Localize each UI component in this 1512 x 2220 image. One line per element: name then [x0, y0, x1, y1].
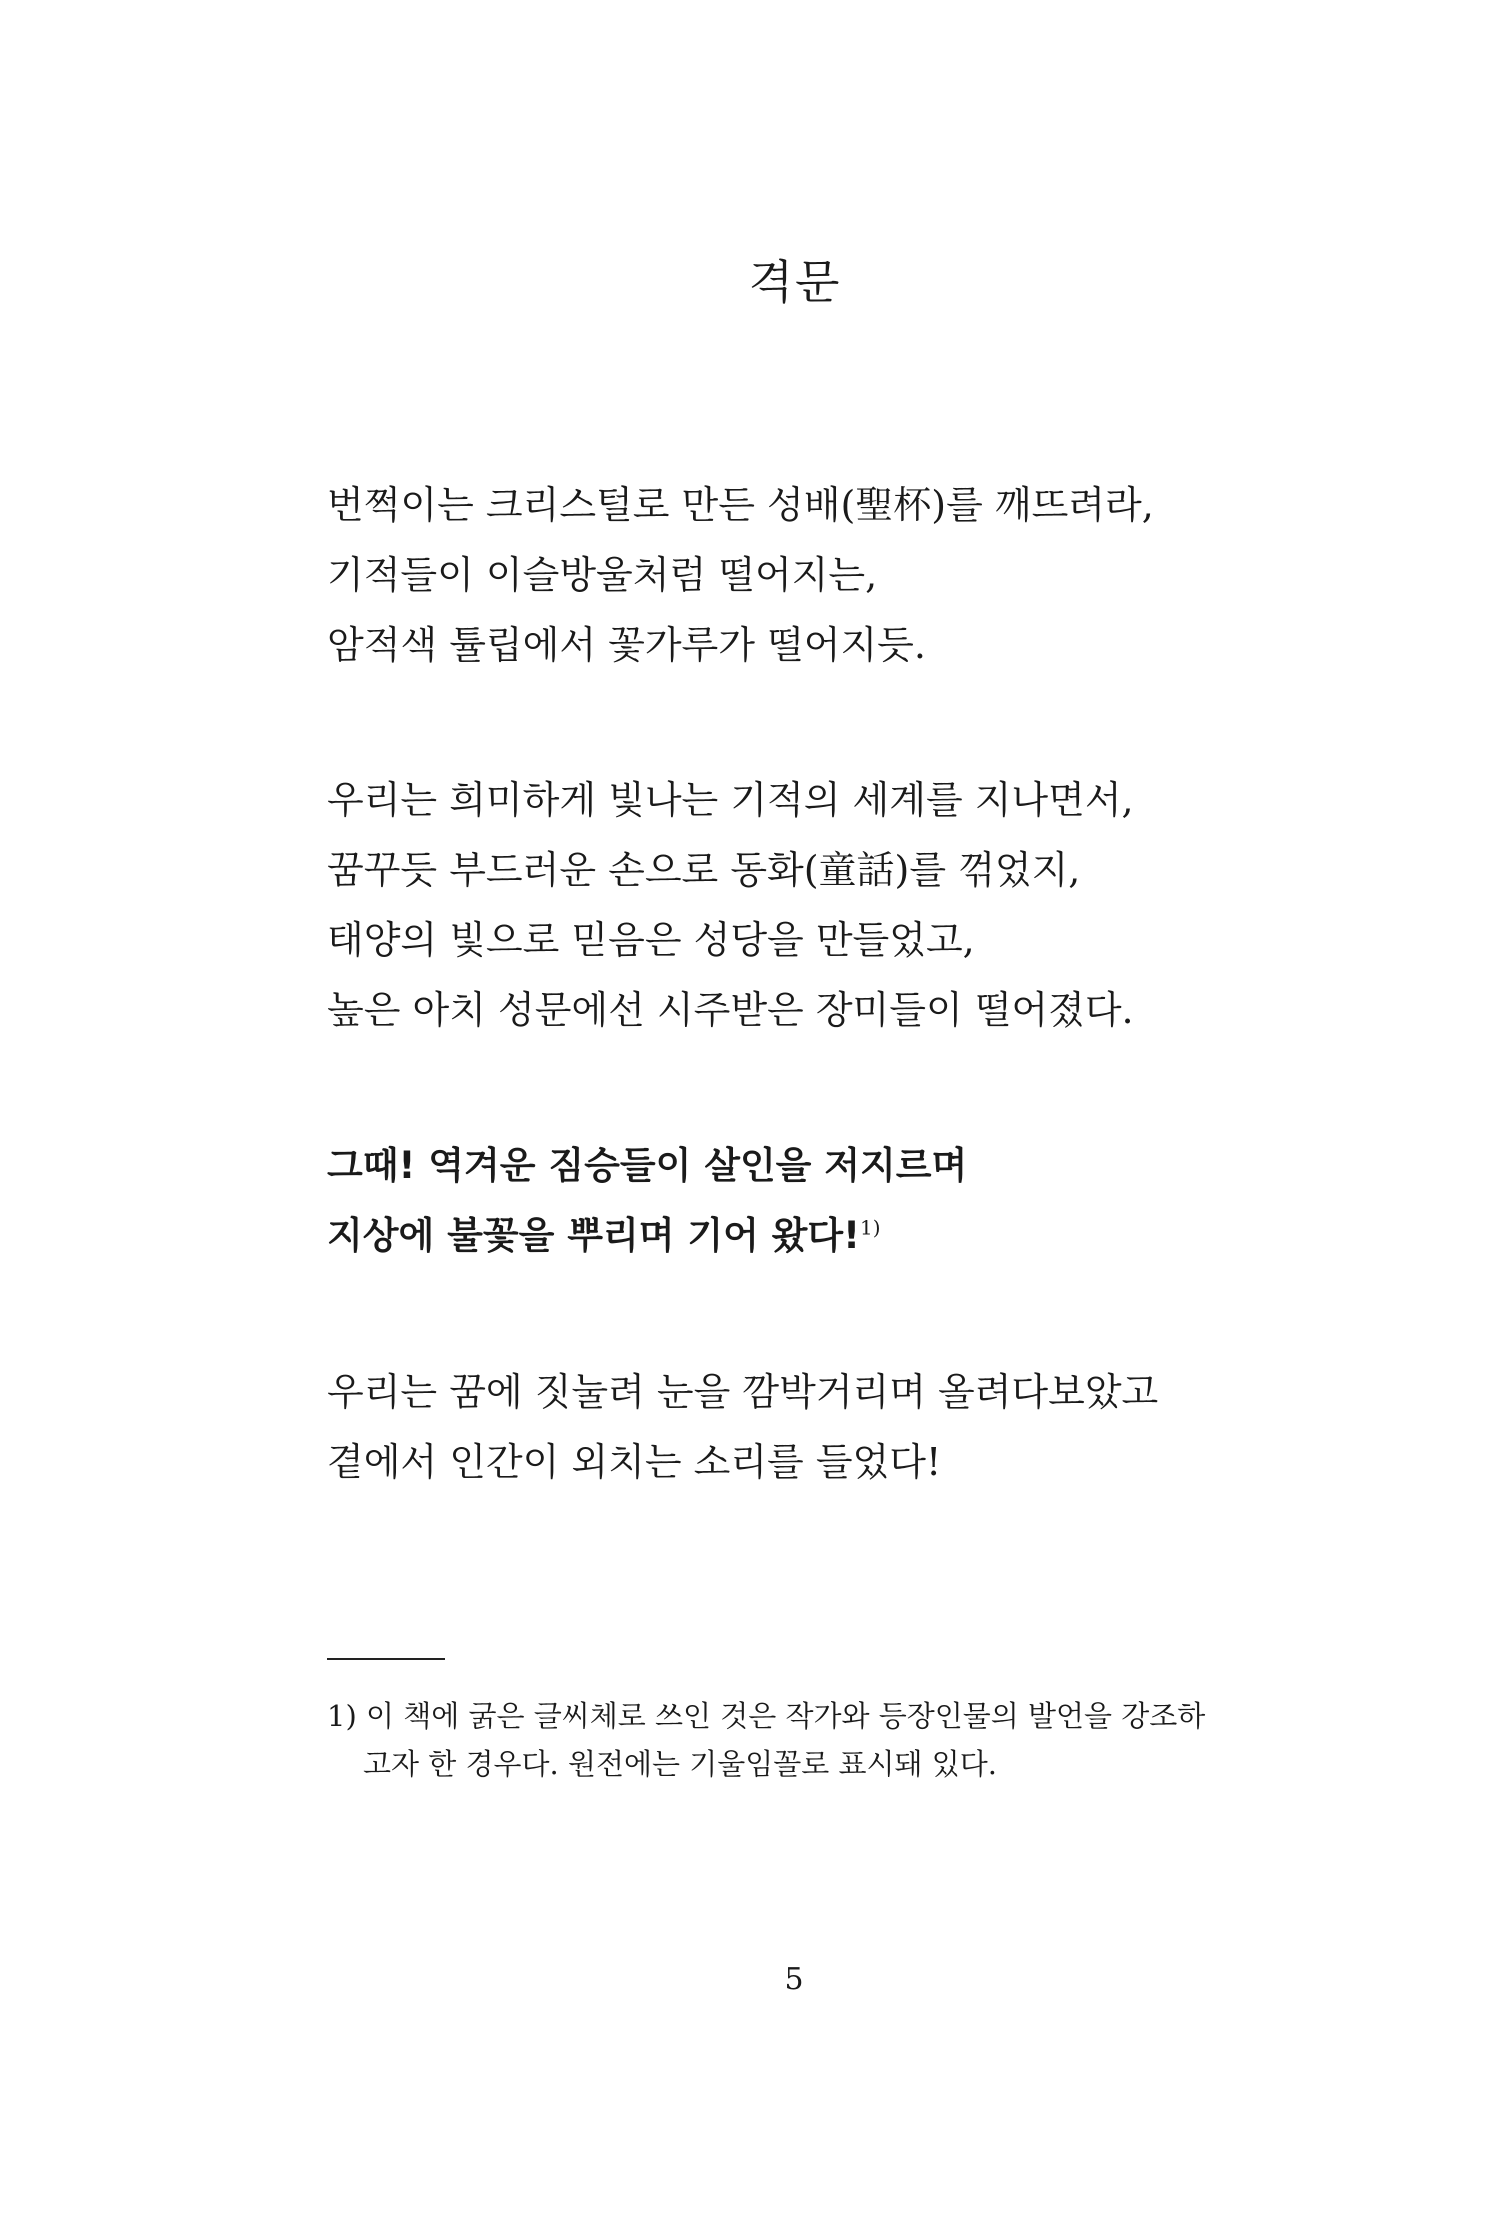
footnote-divider: [327, 1658, 445, 1660]
poem-line-bold-with-note: [327, 1201, 1327, 1271]
poem-line: 기적들이 이슬방울처럼 떨어지는,: [327, 553, 878, 597]
poem-line: 곁에서 인간이 외치는 소리를 들었다!: [327, 1440, 942, 1484]
poem-line: 우리는 꿈에 짓눌려 눈을 깜박거리며 올려다보았고: [327, 1370, 1159, 1414]
poem-line: 꿈꾸듯 부드러운 손으로 동화(童話)를 꺾었지,: [327, 848, 1081, 892]
page-number: 5: [784, 1962, 804, 1997]
footnote-text: 1) 이 책에 굵은 글씨체로 쓰인 것은 작가와 등장인물의 발언을 강조하: [327, 1699, 1206, 1733]
stanza-4: [327, 1357, 1327, 1497]
poem-line: 태양의 빛으로 믿음은 성당을 만들었고,: [327, 918, 975, 962]
poem-line-bold: 지상에 불꽃을 뿌리며 기어 왔다!: [327, 1214, 861, 1257]
footnote-text: 고자 한 경우다. 원전에는 기울임꼴로 표시돼 있다.: [363, 1747, 998, 1781]
footnote: [327, 1692, 1367, 1788]
poem-line: 번쩍이는 크리스털로 만든 성배(聖杯)를 깨뜨려라,: [327, 483, 1154, 527]
stanza-3-emphasized: [327, 1131, 1327, 1271]
poem-line: 우리는 희미하게 빛나는 기적의 세계를 지나면서,: [327, 778, 1134, 822]
page-title: 격문: [748, 255, 842, 309]
poem-line: 높은 아치 성문에선 시주받은 장미들이 떨어졌다.: [327, 988, 1134, 1032]
stanza-1: [327, 470, 1327, 680]
poem-line-bold: 그때! 역겨운 짐승들이 살인을 저지르며: [327, 1144, 968, 1187]
poem-line: 암적색 튤립에서 꽃가루가 떨어지듯.: [327, 623, 926, 667]
footnote-reference[interactable]: 1): [860, 1215, 881, 1240]
stanza-2: [327, 765, 1327, 1045]
